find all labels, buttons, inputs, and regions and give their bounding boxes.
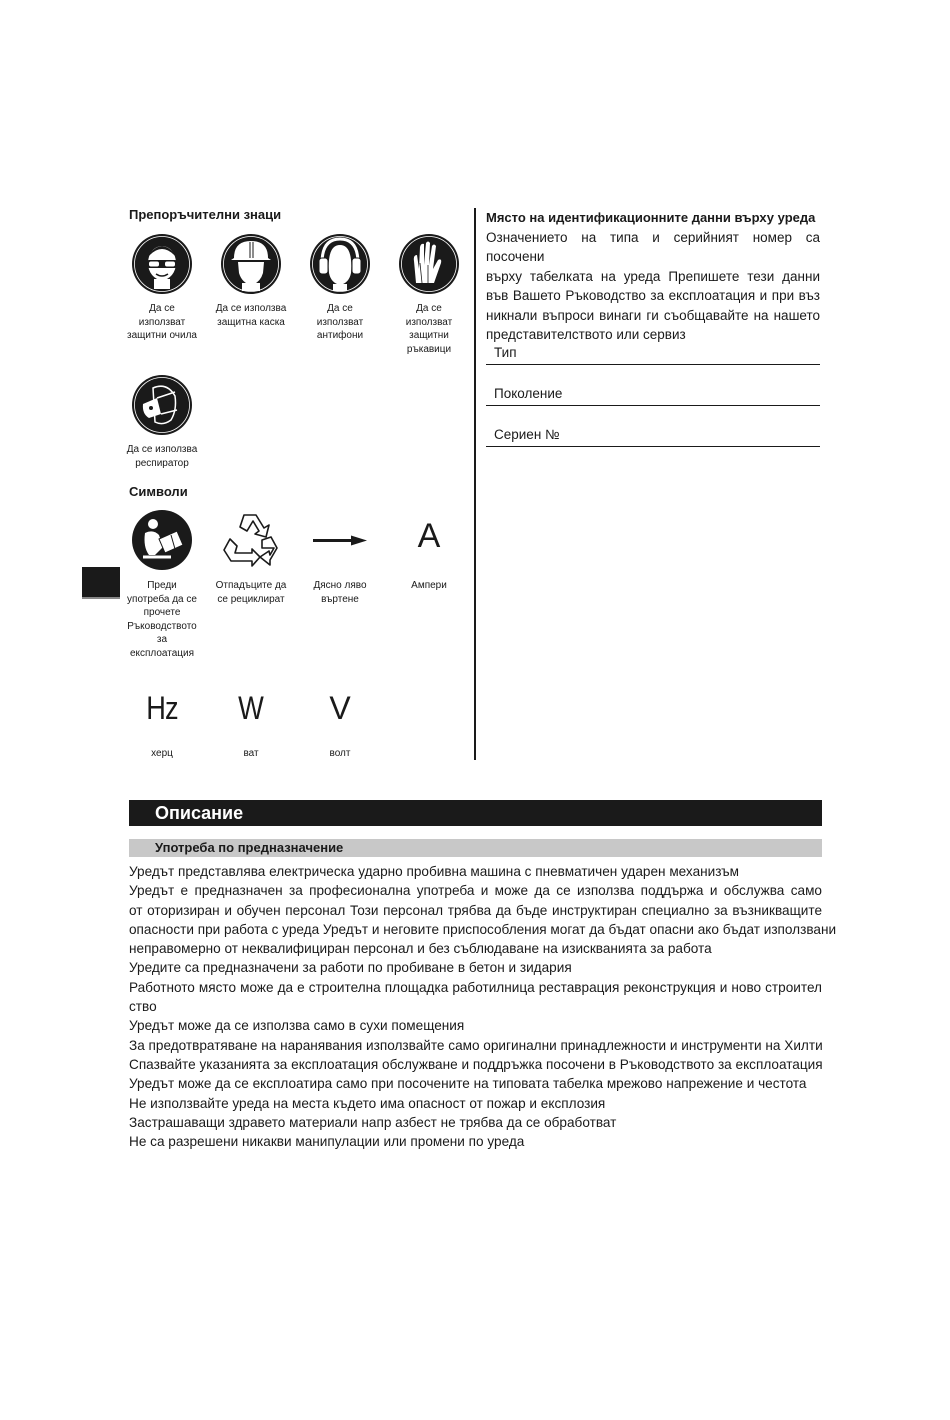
generation-label: Поколение xyxy=(494,386,563,401)
body-line: Уредите са предназначени за работи по пробиване в бетон и зидария xyxy=(129,960,572,976)
safety-glasses-icon xyxy=(131,233,193,295)
symbol-caption-manual xyxy=(117,579,207,660)
symbol-caption-rotation xyxy=(295,579,385,606)
body-line: от оторизиран и обучен персонал Този персонал трябва да бъде инструктиран специално за възникващите xyxy=(129,902,822,918)
identification-text xyxy=(486,228,820,344)
subsection-title: Употреба по предназначение xyxy=(155,840,344,855)
caption-line: прочете xyxy=(143,607,181,618)
ampere-symbol: A xyxy=(417,517,441,555)
caption-line: Преди xyxy=(147,580,177,591)
caption-line: ръкавици xyxy=(406,343,452,355)
body-line: Застрашаващи здравето материали напр азбест не трябва да се обработват xyxy=(129,1114,617,1130)
body-line: неправомерно от неквалифициран персонал и без съблюдаване на изискванията за работа xyxy=(129,941,712,957)
serial-number-field xyxy=(486,424,820,447)
body-line: Не използвайте уреда на места където има опасност от пожар и експлозия xyxy=(129,1095,606,1111)
recycle-icon xyxy=(220,509,282,571)
section-title-bar xyxy=(129,800,822,826)
sign-caption-gloves xyxy=(384,302,474,356)
gloves-icon xyxy=(398,233,460,295)
body-line: опасности при работа с уреда Уредът и неговите приспособления могат да бъдат опасни ако бъдат използвани xyxy=(129,921,837,937)
body-line: ство xyxy=(129,999,157,1015)
caption-line: за xyxy=(156,634,168,645)
hertz-symbol: Hz xyxy=(146,690,178,726)
text-line: върху табелката на уреда Препишете тези данни xyxy=(486,268,820,284)
caption-line: Отпадъците да xyxy=(215,580,287,591)
caption-line: защитни очила xyxy=(127,330,197,341)
symbols-heading: Символи xyxy=(129,484,188,499)
caption-line: Да се xyxy=(149,303,175,314)
body-line: Спазвайте указанията за експлоатация обслужване и поддръжка посочени в Ръководството за експлоатация xyxy=(129,1056,823,1072)
text-line: във Вашето Ръководство за експлоатация и при въз xyxy=(486,288,820,304)
sign-caption-earmuffs xyxy=(295,302,385,343)
caption-line: въртене xyxy=(321,593,359,605)
caption-line: употреба да се xyxy=(127,593,197,605)
caption-line: защитни xyxy=(409,330,449,341)
caption-line: се рециклират xyxy=(217,593,285,605)
body-line: За предотвратяване на наранявания използвайте само оригинални принадлежности и инструменти на Хилти xyxy=(129,1037,823,1053)
body-line: Уредът може да се експлоатира само при посочените на типовата табелка мрежово напрежение и честота xyxy=(129,1076,807,1092)
sign-caption-glasses xyxy=(117,302,207,343)
identification-heading: Място на идентификационните данни върху уреда xyxy=(486,210,816,225)
caption-line: Ампери xyxy=(411,580,447,591)
caption-line: Да се използва xyxy=(126,444,198,455)
caption-line: защитна каска xyxy=(217,316,285,328)
serial-number-label: Сериен № xyxy=(494,427,560,442)
caption-line: ват xyxy=(243,748,259,759)
body-line: Уредът е предназначен за професионална употреба и може да се използва поддържа и обслужва само xyxy=(129,883,822,899)
ear-protection-icon xyxy=(309,233,371,295)
caption-line: Да се използва xyxy=(215,303,287,314)
type-label: Тип xyxy=(494,345,517,360)
symbol-caption-hertz xyxy=(117,747,207,761)
rotation-arrow-icon xyxy=(309,509,371,571)
sign-caption-helmet xyxy=(206,302,296,329)
volt-symbol: V xyxy=(329,690,351,726)
caption-line: Ръководството xyxy=(127,620,197,632)
section-body xyxy=(129,862,837,1151)
column-divider xyxy=(474,208,476,760)
caption-line: експлоатация xyxy=(129,647,195,659)
recommended-signs-heading: Препоръчителни знаци xyxy=(129,207,282,222)
caption-line: използват xyxy=(316,316,364,328)
body-line: Уредът може да се използва само в сухи помещения xyxy=(129,1018,465,1034)
hard-hat-icon xyxy=(220,233,282,295)
symbol-caption-watt xyxy=(206,747,296,761)
watt-symbol: W xyxy=(238,690,264,726)
caption-line: Дясно ляво xyxy=(313,580,367,591)
symbol-caption-recycle xyxy=(206,579,296,606)
caption-line: херц xyxy=(151,748,173,759)
generation-field xyxy=(486,383,820,406)
sign-caption-respirator xyxy=(117,443,207,470)
text-line: Означението на типа и серийният номер са посочени xyxy=(486,230,820,265)
body-line: Работното място може да е строителна площадка работилница реставрация реконструкция и ново строител xyxy=(129,979,822,995)
caption-line: респиратор xyxy=(135,457,189,469)
page-side-tab xyxy=(82,567,120,599)
read-manual-icon xyxy=(131,509,193,571)
text-line: никнали въпроси винаги ги съобщавайте на нашето xyxy=(486,307,820,323)
body-line: Уредът представлява електрическа ударно пробивна машина с пневматичен ударен механизъм xyxy=(129,864,740,879)
body-line: Не са разрешени никакви манипулации или промени по уреда xyxy=(129,1134,525,1150)
symbol-caption-ampere xyxy=(384,579,474,593)
caption-line: използват xyxy=(405,316,453,328)
caption-line: Да се xyxy=(327,303,353,314)
caption-line: волт xyxy=(329,748,351,759)
symbol-caption-volt xyxy=(295,747,385,761)
text-line: представителството или сервиз xyxy=(486,327,686,343)
caption-line: антифони xyxy=(316,330,364,341)
respirator-icon xyxy=(131,374,193,436)
caption-line: използват xyxy=(138,316,186,328)
subsection-title-bar xyxy=(129,839,822,857)
section-title: Описание xyxy=(155,803,244,823)
type-field xyxy=(486,342,820,365)
caption-line: Да се xyxy=(416,303,442,314)
